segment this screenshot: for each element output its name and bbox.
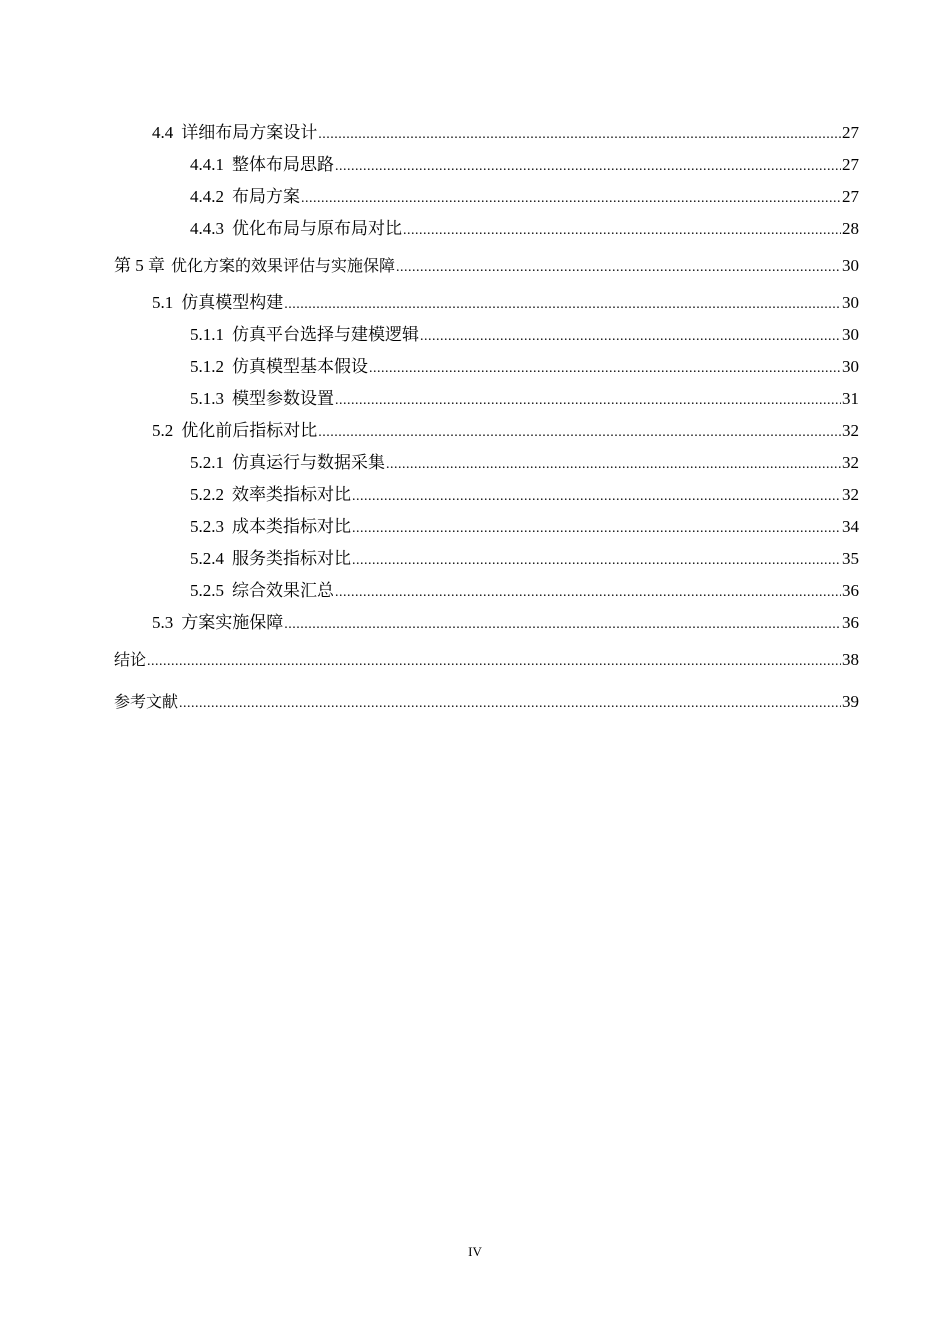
toc-entry-5-1-1[interactable] (114, 319, 859, 351)
toc-entry-5-1[interactable] (114, 287, 859, 319)
dot-leader (318, 119, 841, 151)
toc-entry-number: 5.2.4 (190, 549, 224, 568)
toc-entry-page: 27 (842, 123, 859, 142)
toc-entry-title: 优化方案的效果评估与实施保障 (171, 256, 396, 275)
dot-leader (396, 247, 841, 289)
toc-entry-title: 整体布局思路 (232, 155, 334, 174)
toc-entry-page: 30 (842, 256, 859, 275)
toc-entry-page: 36 (842, 581, 859, 600)
toc-entry-title: 服务类指标对比 (232, 549, 351, 568)
table-of-contents (114, 117, 859, 723)
toc-entry-4-4[interactable] (114, 117, 859, 149)
dot-leader (335, 151, 841, 183)
toc-entry-title: 优化前后指标对比 (181, 421, 318, 440)
toc-entry-page: 30 (842, 325, 859, 344)
toc-entry-page: 27 (842, 155, 859, 174)
toc-entry-page: 32 (842, 453, 859, 472)
toc-entry-5-1-2[interactable] (114, 351, 859, 383)
toc-entry-title: 方案实施保障 (181, 613, 284, 632)
dot-leader (335, 385, 841, 417)
toc-entry-number: 4.4.2 (190, 187, 224, 206)
dot-leader (352, 545, 841, 577)
toc-entry-number: 第 5 章 (114, 256, 165, 275)
dot-leader (403, 215, 841, 247)
toc-entry-page: 30 (842, 293, 859, 312)
dot-leader (352, 481, 841, 513)
toc-entry-number: 4.4.1 (190, 155, 224, 174)
toc-entry-page: 28 (842, 219, 859, 238)
toc-entry-5-3[interactable] (114, 607, 859, 639)
toc-entry-page: 35 (842, 549, 859, 568)
toc-entry-page: 32 (842, 421, 859, 440)
toc-entry-page: 27 (842, 187, 859, 206)
dot-leader (386, 449, 841, 481)
toc-entry-number: 5.2.3 (190, 517, 224, 536)
toc-entry-title: 仿真模型构建 (181, 293, 284, 312)
toc-entry-number: 5.3 (152, 613, 174, 632)
dot-leader (369, 353, 841, 385)
toc-entry-title: 仿真平台选择与建模逻辑 (232, 325, 419, 344)
toc-entry-title: 仿真运行与数据采集 (232, 453, 385, 472)
toc-entry-4-4-3[interactable] (114, 213, 859, 245)
toc-entry-5-2[interactable] (114, 415, 859, 447)
toc-entry-page: 32 (842, 485, 859, 504)
toc-entry-page: 36 (842, 613, 859, 632)
toc-entry-title: 模型参数设置 (232, 389, 334, 408)
toc-entry-page: 30 (842, 357, 859, 376)
dot-leader (352, 513, 841, 545)
dot-leader (147, 641, 841, 683)
toc-entry-4-4-2[interactable] (114, 181, 859, 213)
dot-leader (420, 321, 841, 353)
toc-entry-title: 仿真模型基本假设 (232, 357, 368, 376)
page-number: IV (468, 1244, 482, 1259)
dot-leader (318, 417, 841, 449)
toc-entry-5-2-1[interactable] (114, 447, 859, 479)
toc-entry-references[interactable] (114, 681, 859, 723)
toc-entry-page: 31 (842, 389, 859, 408)
toc-entry-number: 5.1 (152, 293, 174, 312)
toc-entry-page: 39 (842, 692, 859, 711)
toc-entry-number: 5.1.1 (190, 325, 224, 344)
dot-leader (284, 609, 841, 641)
toc-entry-5-1-3[interactable] (114, 383, 859, 415)
toc-entry-title: 布局方案 (232, 187, 300, 206)
toc-entry-conclusion[interactable] (114, 639, 859, 681)
toc-entry-4-4-1[interactable] (114, 149, 859, 181)
toc-entry-title: 成本类指标对比 (232, 517, 351, 536)
toc-entry-5-2-2[interactable] (114, 479, 859, 511)
toc-entry-title: 综合效果汇总 (232, 581, 334, 600)
dot-leader (179, 683, 841, 725)
dot-leader (301, 183, 841, 215)
toc-entry-number: 5.2.5 (190, 581, 224, 600)
toc-entry-5-2-4[interactable] (114, 543, 859, 575)
toc-entry-number: 5.1.3 (190, 389, 224, 408)
dot-leader (284, 289, 841, 321)
toc-entry-title: 参考文献 (114, 692, 179, 711)
toc-entry-number: 5.2.2 (190, 485, 224, 504)
toc-entry-title: 优化布局与原布局对比 (232, 219, 402, 238)
toc-entry-5-2-5[interactable] (114, 575, 859, 607)
toc-entry-number: 4.4 (152, 123, 174, 142)
toc-entry-title: 效率类指标对比 (232, 485, 351, 504)
toc-entry-number: 4.4.3 (190, 219, 224, 238)
toc-entry-title: 结论 (114, 650, 147, 669)
toc-entry-chapter-5[interactable] (114, 245, 859, 287)
toc-entry-number: 5.2.1 (190, 453, 224, 472)
toc-entry-page: 34 (842, 517, 859, 536)
dot-leader (335, 577, 841, 609)
toc-entry-number: 5.2 (152, 421, 174, 440)
toc-entry-title: 详细布局方案设计 (181, 123, 318, 142)
toc-entry-page: 38 (842, 650, 859, 669)
toc-entry-5-2-3[interactable] (114, 511, 859, 543)
toc-entry-number: 5.1.2 (190, 357, 224, 376)
